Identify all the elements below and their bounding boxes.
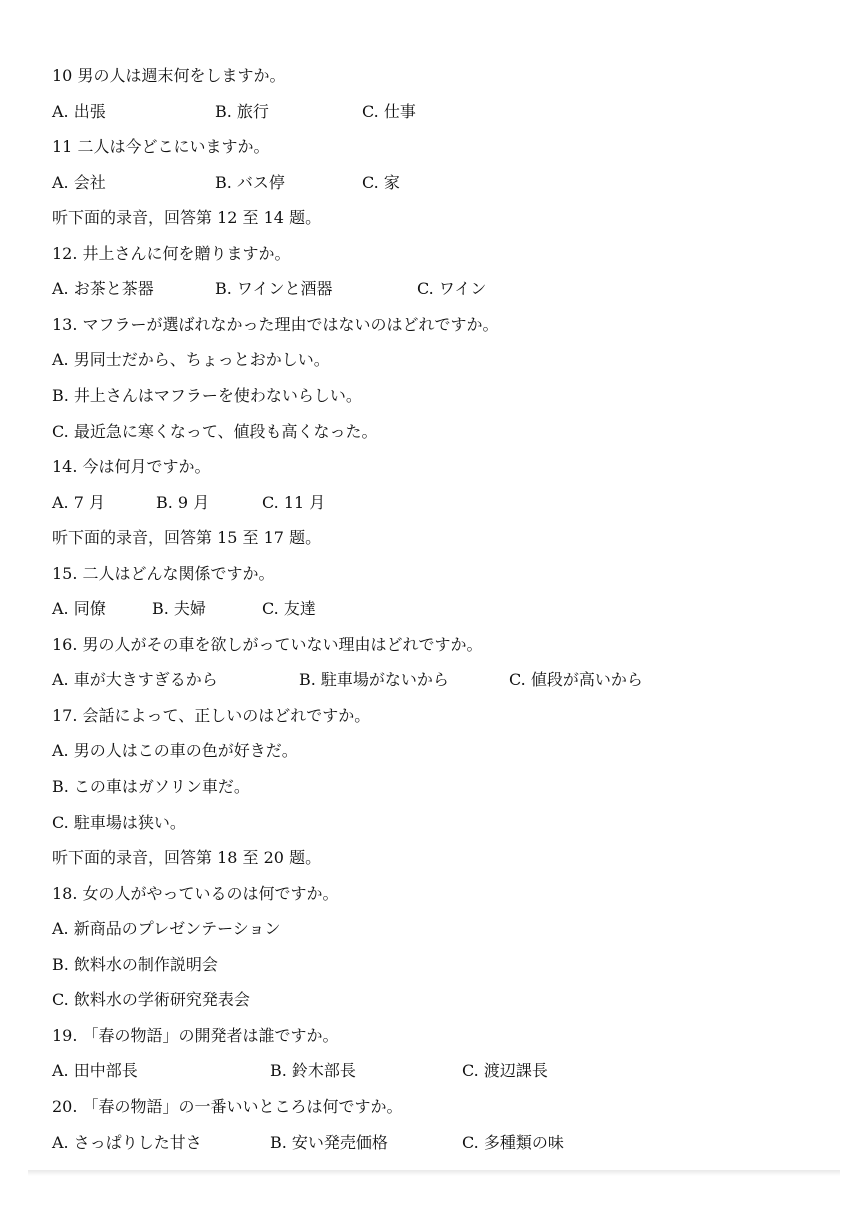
question-text: 15. 二人はどんな関係ですか。 [52,564,275,583]
question-text: 19. 「春の物語」の開発者は誰ですか。 [52,1026,339,1045]
question-text: 12. 井上さんに何を贈りますか。 [52,244,291,263]
answer-options-row [52,279,812,299]
answer-option: A. 田中部長 [52,1061,138,1080]
answer-options-row [52,670,812,690]
answer-option: C. 家 [362,173,400,192]
answer-option: C. 友達 [262,599,316,618]
question-text: A. 男の人はこの車の色が好きだ。 [52,741,298,760]
answer-options-row [52,493,812,513]
answer-options-row [52,1061,812,1081]
answer-options-row [52,173,812,193]
answer-option: C. 値段が高いから [509,670,643,689]
answer-options-row [52,102,812,122]
answer-option: A. 車が大きすぎるから [52,670,218,689]
answer-option: B. 9 月 [156,493,210,512]
answer-option: C. 仕事 [362,102,416,121]
question-text: B. 飲料水の制作説明会 [52,955,218,974]
answer-option: A. お茶と茶器 [52,279,154,298]
question-text: C. 飲料水の学術研究発表会 [52,990,250,1009]
answer-option: A. 出張 [52,102,106,121]
answer-option: B. 鈴木部長 [270,1061,356,1080]
question-text: A. 男同士だから、ちょっとおかしい。 [52,350,330,369]
answer-option: B. 安い発売価格 [270,1133,388,1152]
answer-option: C. 渡辺課長 [462,1061,548,1080]
question-text: 11 二人は今どこにいますか。 [52,137,270,156]
answer-option: A. 同僚 [52,599,106,618]
answer-option: C. 多種類の味 [462,1133,564,1152]
answer-option: B. バス停 [215,173,285,192]
answer-option: A. さっぱりした甘さ [52,1133,202,1152]
question-text: A. 新商品のプレゼンテーション [52,919,281,938]
section-instruction: 听下面的录音，回答第 15 至 17 题。 [52,528,322,547]
question-text: C. 駐車場は狭い。 [52,813,186,832]
answer-options-row [52,1133,812,1153]
question-text: C. 最近急に寒くなって、値段も高くなった。 [52,422,378,441]
question-text: 17. 会話によって、正しいのはどれですか。 [52,706,371,725]
question-text: 20. 「春の物語」の一番いいところは何ですか。 [52,1097,403,1116]
answer-option: C. ワイン [417,279,487,298]
answer-options-row [52,599,812,619]
section-instruction: 听下面的录音，回答第 18 至 20 题。 [52,848,322,867]
question-text: 14. 今は何月ですか。 [52,457,211,476]
question-text: 13. マフラーが選ばれなかった理由ではないのはどれですか。 [52,315,499,334]
answer-option: B. 旅行 [215,102,269,121]
question-text: 16. 男の人がその車を欲しがっていない理由はどれですか。 [52,635,483,654]
answer-option: B. ワインと酒器 [215,279,333,298]
answer-option: A. 会社 [52,173,106,192]
question-text: B. 井上さんはマフラーを使わないらしい。 [52,386,362,405]
section-instruction: 听下面的录音，回答第 12 至 14 题。 [52,208,322,227]
answer-option: B. 夫婦 [152,599,206,618]
page-bottom-shadow [28,1170,840,1176]
question-text: 18. 女の人がやっているのは何ですか。 [52,884,339,903]
answer-option: C. 11 月 [262,493,326,512]
answer-option: A. 7 月 [52,493,105,512]
answer-option: B. 駐車場がないから [299,670,449,689]
question-text: 10 男の人は週末何をしますか。 [52,66,286,85]
question-text: B. この車はガソリン車だ。 [52,777,250,796]
